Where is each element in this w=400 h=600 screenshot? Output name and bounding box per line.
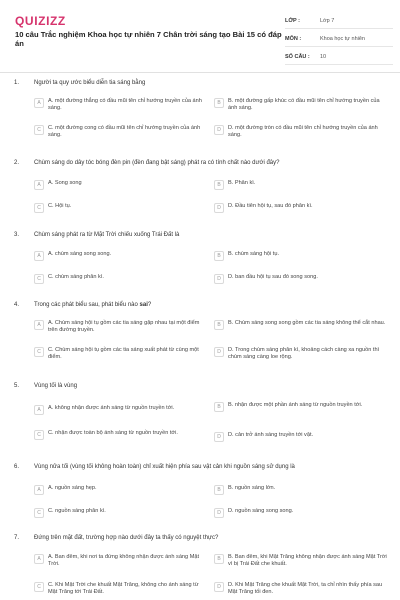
option-text: B. nhận được một phần ánh sáng từ nguồn truyền tới. [228, 402, 363, 408]
option-text: D. Trong chùm sáng phân kì, khoảng cách càng xa nguồn thì chùm sáng càng loe rộng. [228, 347, 380, 361]
question-text: Vùng nửa tối (vùng tối không hoàn toàn) chỉ xuất hiện phía sau vật cản khi nguồn sáng sử dụng là [34, 464, 295, 470]
meta-row-subject [285, 32, 393, 47]
option-letter: D [214, 125, 224, 135]
option-c[interactable] [34, 125, 209, 140]
option-letter: C [34, 508, 44, 518]
option-text: D. nguồn sáng song song. [228, 508, 294, 514]
option-d[interactable] [214, 508, 389, 518]
question-number: 1. [14, 80, 20, 86]
option-letter: D [214, 347, 224, 357]
option-text: A. Song song [48, 180, 82, 186]
option-text: D. Đầu tiên hội tụ, sau đó phân kì. [228, 203, 313, 209]
page-title: 10 câu Trắc nghiệm Khoa học tự nhiên 7 Chân trời sáng tạo Bài 15 có đáp án [15, 30, 282, 49]
option-d[interactable] [214, 125, 389, 140]
option-text: A. không nhận được ánh sáng từ nguồn truyền tới. [48, 405, 175, 411]
option-letter: C [34, 430, 44, 440]
option-text: B. Ban đêm, khi Mặt Trăng không nhận được ánh sáng Mặt Trời vì bị Trái Đất che khuất. [228, 554, 387, 568]
option-text: A. Ban đêm, khi nơi ta đứng không nhận được ánh sáng Mặt Trời. [48, 554, 200, 568]
option-letter: A [34, 180, 44, 190]
option-letter: B [214, 320, 224, 330]
option-letter: C [34, 203, 44, 213]
option-b[interactable] [214, 485, 389, 495]
question-text-suffix: ? [147, 302, 152, 308]
option-a[interactable] [34, 320, 209, 335]
meta-row-class [285, 14, 393, 29]
option-a[interactable] [34, 98, 209, 113]
meta-key: MÔN : [285, 36, 302, 42]
meta-value: Lớp 7 [320, 18, 335, 24]
option-d[interactable] [214, 582, 389, 597]
option-b[interactable] [214, 554, 389, 569]
option-letter: C [34, 347, 44, 357]
meta-value: Khoa học tự nhiên [320, 36, 365, 42]
option-d[interactable] [214, 274, 389, 284]
question-number: 6. [14, 464, 20, 470]
option-text: A. Chùm sáng hội tụ gồm các tia sáng gặp nhau tại một điểm trên đường truyền. [48, 320, 200, 334]
option-text: B. một đường gấp khúc có đầu mũi tên chỉ hướng truyền của ánh sáng. [228, 98, 380, 112]
option-text: A. nguồn sáng hẹp. [48, 485, 97, 491]
option-b[interactable] [214, 251, 389, 261]
question-text-prefix: Trong các phát biểu sau, phát biểu nào [34, 302, 140, 308]
option-c[interactable] [34, 274, 209, 284]
question-number: 3. [14, 232, 20, 238]
option-c[interactable] [34, 582, 209, 597]
option-letter: D [214, 508, 224, 518]
option-text: C. chùm sáng phân kì. [48, 274, 104, 280]
question-text: Chùm sáng do dây tóc bóng đèn pin (đèn đang bật sáng) phát ra có tính chất nào dưới đây? [34, 160, 280, 166]
option-letter: B [214, 251, 224, 261]
quizizz-logo: QUIZIZZ [15, 14, 66, 28]
option-b[interactable] [214, 402, 389, 412]
option-a[interactable] [34, 251, 209, 261]
question-text: Vùng tối là vùng [34, 383, 78, 389]
option-text: B. nguồn sáng lớn. [228, 485, 276, 491]
option-letter: B [214, 485, 224, 495]
question-number: 7. [14, 535, 20, 541]
meta-key: SỐ CÂU : [285, 54, 310, 60]
question-text: Chùm sáng phát ra từ Mặt Trời chiếu xuống Trái Đất là [34, 232, 180, 238]
option-text: B. Phân kì. [228, 180, 256, 186]
option-text: C. Chùm sáng hội tụ gồm các tia sáng xuất phát từ cùng một điểm. [48, 347, 199, 361]
option-b[interactable] [214, 180, 389, 190]
option-letter: A [34, 554, 44, 564]
option-text: B. Chùm sáng song song gồm các tia sáng không thể cắt nhau. [228, 320, 386, 326]
option-letter: B [214, 402, 224, 412]
option-text: D. một đường tròn có đầu mũi tên chỉ hướng truyền của ánh sáng. [228, 125, 378, 139]
option-text: C. nguồn sáng phân kì. [48, 508, 106, 514]
option-letter: B [214, 98, 224, 108]
option-letter: D [214, 432, 224, 442]
option-letter: A [34, 98, 44, 108]
option-text: D. cản trở ánh sáng truyền tới vật. [228, 432, 314, 438]
meta-panel [285, 14, 393, 68]
option-text: B. chùm sáng hội tụ. [228, 251, 279, 257]
meta-value: 10 [320, 54, 327, 60]
option-letter: A [34, 320, 44, 330]
question-text-emphasis: sai [139, 302, 148, 308]
option-letter: C [34, 125, 44, 135]
option-b[interactable] [214, 98, 389, 113]
question-number: 5. [14, 383, 20, 389]
option-letter: D [214, 203, 224, 213]
option-c[interactable] [34, 347, 209, 362]
option-letter: D [214, 582, 224, 592]
question-number: 4. [14, 302, 20, 308]
option-b[interactable] [214, 320, 389, 330]
option-a[interactable] [34, 485, 209, 495]
option-text: C. nhận được toàn bộ ánh sáng từ nguồn truyền tới. [48, 430, 178, 436]
option-text: A. một đường thẳng có đầu mũi tên chỉ hướng truyền của ánh sáng. [48, 98, 202, 112]
question-text [34, 302, 389, 308]
header-divider [0, 72, 400, 73]
question-text: Đứng trên mặt đất, trường hợp nào dưới đây ta thấy có nguyệt thực? [34, 535, 219, 541]
option-d[interactable] [214, 203, 389, 213]
option-letter: A [34, 251, 44, 261]
option-text: C. một đường cong có đầu mũi tên chỉ hướng truyền của ánh sáng. [48, 125, 201, 139]
worksheet-header [0, 0, 400, 72]
option-c[interactable] [34, 508, 209, 518]
option-letter: C [34, 274, 44, 284]
meta-key: LỚP : [285, 18, 300, 24]
option-letter: D [214, 274, 224, 284]
option-d[interactable] [214, 347, 389, 362]
question-number: 2. [14, 160, 20, 166]
option-letter: B [214, 180, 224, 190]
option-letter: A [34, 485, 44, 495]
option-a[interactable] [34, 180, 209, 190]
option-text: A. chùm sáng song song. [48, 251, 112, 257]
question-text: Người ta quy ước biểu diễn tia sáng bằng [34, 80, 146, 86]
meta-row-count [285, 50, 393, 65]
option-c[interactable] [34, 203, 209, 213]
option-letter: A [34, 405, 44, 415]
option-text: C. Hội tụ. [48, 203, 72, 209]
option-text: C. Khi Mặt Trời che khuất Mặt Trăng, không cho ánh sáng từ Mặt Trăng tới Trái Đất. [48, 582, 199, 596]
option-a[interactable] [34, 554, 209, 569]
option-text: D. Khi Mặt Trăng che khuất Mặt Trời, ta chỉ nhìn thấy phía sau Mặt Trăng tối đen. [228, 582, 383, 596]
option-d[interactable] [214, 432, 389, 442]
option-a[interactable] [34, 405, 209, 415]
option-text: D. ban đầu hội tụ sau đó song song. [228, 274, 318, 280]
option-letter: B [214, 554, 224, 564]
option-c[interactable] [34, 430, 209, 440]
option-letter: C [34, 582, 44, 592]
